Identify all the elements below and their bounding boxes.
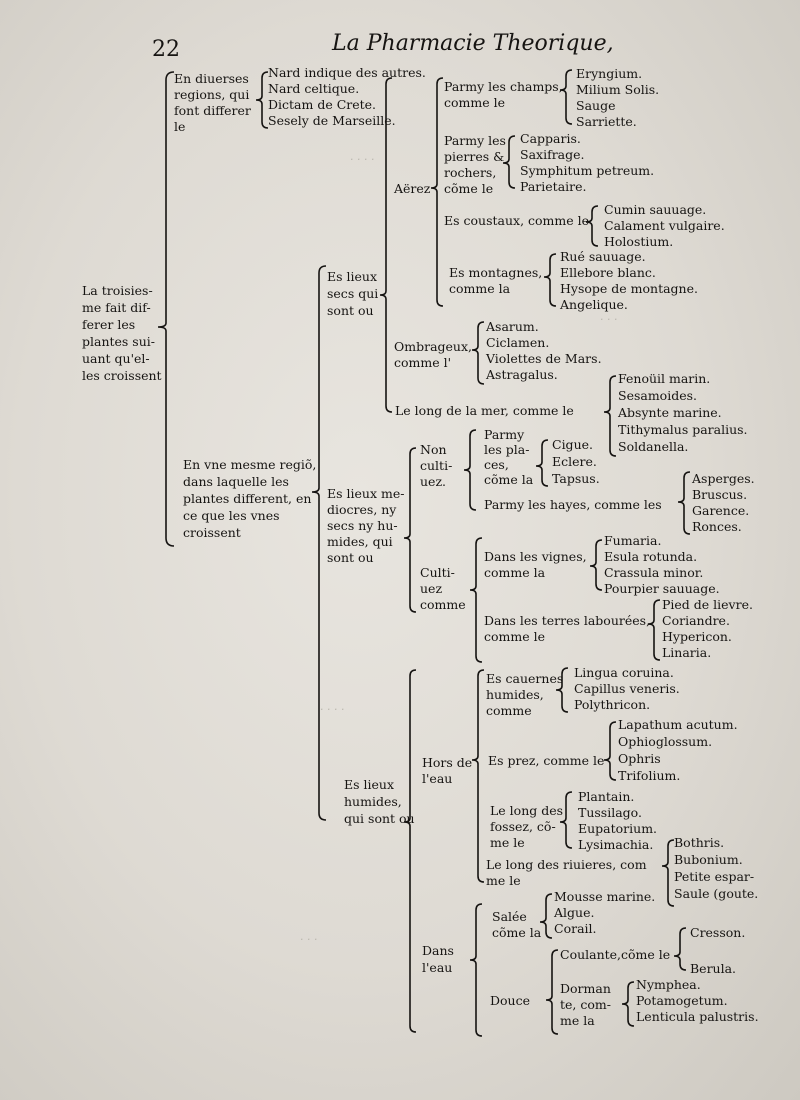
rivers-label-line: me le — [486, 873, 521, 888]
hedges-plant: Bruscus. — [692, 487, 748, 502]
airy-bracket — [431, 78, 443, 306]
shady-plant: Astragalus. — [486, 367, 558, 382]
page-number: 22 — [152, 37, 180, 62]
root-label-line: uant qu'el- — [82, 351, 150, 366]
diverse-region-item: Dictam de Crete. — [268, 97, 377, 112]
cultivated-bracket — [470, 538, 482, 662]
in-water-bracket — [470, 904, 482, 1036]
wet-places-label-line: Es lieux — [344, 777, 395, 792]
moderate-places-label-line: mides, qui — [327, 534, 393, 549]
stones-label-line: Parmy les — [444, 133, 506, 148]
out-of-water-label-line: Hors de — [422, 755, 473, 770]
stones-plant: Saxifrage. — [520, 147, 585, 162]
same-region-label-line: En vne mesme regiõ, — [183, 457, 317, 472]
stones-plant: Parietaire. — [520, 179, 587, 194]
root-label-line: les croissent — [82, 368, 162, 383]
same-region-bracket — [312, 266, 326, 820]
hillsides-plant: Calament vulgaire. — [604, 218, 725, 233]
in-water-label-line: Dans — [422, 943, 454, 958]
mountains-label-line: Es montagnes, — [449, 265, 543, 280]
ploughed-fields-plant: Linaria. — [662, 645, 712, 660]
caverns-plant: Polythricon. — [574, 697, 651, 712]
ditches-plant: Lysimachia. — [578, 837, 654, 852]
ploughed-fields-bracket — [648, 600, 660, 660]
hedges-bracket — [678, 472, 690, 534]
still-water-bracket — [622, 982, 634, 1026]
shady-plant: Asarum. — [486, 319, 539, 334]
fresh-water-label: Douce — [490, 993, 530, 1008]
wet-places-label-line: humides, — [344, 794, 402, 809]
ditches-label-line: me le — [490, 835, 525, 850]
dry-places-label-line: Es lieux — [327, 269, 378, 284]
hedges-label: Parmy les hayes, comme les — [484, 497, 662, 512]
same-region-label-line: croissent — [183, 525, 241, 540]
ploughed-fields-label-line: Dans les terres labourées, — [484, 613, 651, 628]
root-label-line: plantes sui- — [82, 334, 155, 349]
plazas-plant: Eclere. — [552, 454, 597, 469]
uncultivated-label-line: uez. — [420, 474, 447, 489]
diverse-region-item: Nard indique des autres. — [268, 65, 426, 80]
meadows-plant: Ophris — [618, 751, 661, 766]
rivers-bracket — [662, 840, 674, 906]
shady-label-line: Ombrageux, — [394, 339, 473, 354]
salt-water-plant: Mousse marine. — [554, 889, 656, 904]
ditches-plant: Plantain. — [578, 789, 635, 804]
plazas-bracket — [536, 440, 548, 486]
salt-water-plant: Algue. — [554, 905, 595, 920]
wet-places-label-line: qui sont ou — [344, 811, 415, 826]
plazas-plant: Tapsus. — [552, 471, 600, 486]
rivers-plant: Petite espar- — [674, 869, 755, 884]
mountains-plant: Rué sauuage. — [560, 249, 646, 264]
caverns-label-line: humides, — [486, 687, 544, 702]
fields-plant: Sauge — [576, 98, 616, 113]
stones-plant: Capparis. — [520, 131, 581, 146]
plazas-label-line: les pla- — [484, 442, 530, 457]
moderate-places-label-line: sont ou — [327, 550, 374, 565]
shady-bracket — [472, 322, 484, 384]
still-water-plant: Nymphea. — [636, 977, 701, 992]
running-title: La Pharmacie Theorique, — [332, 31, 614, 56]
mountains-plant: Hysope de montagne. — [560, 281, 698, 296]
ditches-label-line: fossez, cõ- — [490, 819, 556, 834]
root-label-line: me fait dif- — [82, 300, 151, 315]
hillsides-plant: Cumin sauuage. — [604, 202, 707, 217]
dry-places-label-line: sont ou — [327, 303, 374, 318]
vineyards-plant: Esula rotunda. — [604, 549, 698, 564]
diverse-region-item: Sesely de Marseille. — [268, 113, 396, 128]
vineyards-plant: Pourpier sauuage. — [604, 581, 720, 596]
out-of-water-bracket — [472, 670, 484, 882]
caverns-plant: Lingua coruina. — [574, 665, 674, 680]
plazas-label-line: Parmy — [484, 427, 525, 442]
ploughed-fields-label-line: comme le — [484, 629, 545, 644]
meadows-plant: Lapathum acutum. — [618, 717, 738, 732]
stones-plant: Symphitum petreum. — [520, 163, 655, 178]
hillsides-label: Es coustaux, comme le — [444, 213, 590, 228]
airy-label: Aërez — [394, 181, 431, 196]
cultivated-label-line: uez — [420, 581, 443, 596]
salt-water-label-line: Salée — [492, 909, 527, 924]
plazas-label-line: cõme la — [484, 472, 534, 487]
rivers-plant: Saule (goute. — [674, 886, 759, 901]
uncultivated-label-line: Non — [420, 442, 447, 457]
running-water-plant: Cresson. — [690, 925, 746, 940]
dry-places-bracket — [380, 78, 392, 412]
running-water-label: Coulante,cõme le — [560, 947, 671, 962]
meadows-bracket — [604, 722, 616, 780]
meadows-plant: Trifolium. — [618, 768, 681, 783]
shady-plant: Violettes de Mars. — [486, 351, 602, 366]
mountains-plant: Angelique. — [560, 297, 628, 312]
ditches-label-line: Le long des — [490, 803, 564, 818]
still-water-label-line: te, com- — [560, 997, 611, 1012]
vineyards-plant: Crassula minor. — [604, 565, 704, 580]
seashore-plant: Fenoüil marin. — [618, 371, 711, 386]
seashore-plant: Tithymalus paralius. — [618, 422, 748, 437]
running-water-bracket — [674, 928, 686, 970]
seashore-bracket — [604, 376, 616, 456]
cultivated-label-line: Culti- — [420, 565, 455, 580]
mountains-bracket — [544, 254, 556, 306]
diverse-regions-bracket — [256, 72, 268, 128]
root-label-line: ferer les — [82, 317, 136, 332]
diverse-region-item: Nard celtique. — [268, 81, 360, 96]
vineyards-label-line: comme la — [484, 565, 546, 580]
shady-label-line: comme l' — [394, 355, 452, 370]
running-water-plant: Berula. — [690, 961, 737, 976]
diverse-regions-label-line: le — [174, 119, 186, 134]
still-water-label-line: me la — [560, 1013, 595, 1028]
caverns-label-line: comme — [486, 703, 532, 718]
still-water-plant: Lenticula palustris. — [636, 1009, 759, 1024]
moderate-places-label-line: secs ny hu- — [327, 518, 398, 533]
wet-places-bracket — [404, 670, 416, 1032]
fields-plant: Eryngium. — [576, 66, 643, 81]
still-water-label-line: Dorman — [560, 981, 611, 996]
salt-water-bracket — [540, 894, 552, 938]
hillsides-plant: Holostium. — [604, 234, 674, 249]
seashore-plant: Absynte marine. — [618, 405, 722, 420]
ploughed-fields-plant: Hypericon. — [662, 629, 732, 644]
uncultivated-label-line: culti- — [420, 458, 453, 473]
stones-label-line: rochers, — [444, 165, 497, 180]
diverse-regions-label-line: font differer — [174, 103, 251, 118]
vineyards-plant: Fumaria. — [604, 533, 662, 548]
rivers-plant: Bubonium. — [674, 852, 743, 867]
cultivated-label-line: comme — [420, 597, 466, 612]
still-water-plant: Potamogetum. — [636, 993, 728, 1008]
salt-water-plant: Corail. — [554, 921, 597, 936]
hedges-plant: Garence. — [692, 503, 750, 518]
root-bracket — [158, 72, 174, 546]
dry-places-label-line: secs qui — [327, 286, 379, 301]
caverns-plant: Capillus veneris. — [574, 681, 680, 696]
plazas-plant: Cigue. — [552, 437, 593, 452]
vineyards-label-line: Dans les vignes, — [484, 549, 587, 564]
in-water-label-line: l'eau — [422, 960, 453, 975]
fields-label-line: comme le — [444, 95, 505, 110]
stones-label-line: cõme le — [444, 181, 494, 196]
moderate-places-label-line: diocres, ny — [327, 502, 397, 517]
same-region-label-line: ce que les vnes — [183, 508, 280, 523]
ditches-plant: Tussilago. — [578, 805, 642, 820]
seashore-label: Le long de la mer, comme le — [395, 403, 574, 418]
same-region-label-line: plantes different, en — [183, 491, 312, 506]
vineyards-bracket — [590, 540, 602, 590]
fields-label-line: Parmy les champs, — [444, 79, 563, 94]
ditches-bracket — [560, 792, 572, 848]
ditches-plant: Eupatorium. — [578, 821, 658, 836]
meadows-label: Es prez, comme le — [488, 753, 605, 768]
mountains-label-line: comme la — [449, 281, 511, 296]
moderate-places-label-line: Es lieux me- — [327, 486, 405, 501]
meadows-plant: Ophioglossum. — [618, 734, 713, 749]
caverns-label-line: Es cauernes — [486, 671, 564, 686]
rivers-label-line: Le long des riuieres, com — [486, 857, 647, 872]
book-page: 22 La Pharmacie Theorique, . . . . . . . . . . . . . . La troisies- me fait dif- ferer les plantes sui- uant qu'el- les croissent En diuerses regions, qui font differer le Nard indique des autres. Nard celtique. Dictam de Crete. Sesely de Marseille. En vne mesme regiõ, dans laquelle les plantes different, en ce que les vnes croissent Es lieux secs qui sont ou Aërez Parmy les champs, comme le Eryngium. Milium Solis. Sauge Sarriette. Parmy les pierres & rochers, cõme le Capparis. Saxifrage. Symphitum petreum. Parietaire. Es coustaux, comme le Cumin sauuage. Calament vulgaire. Holostium. Es montagnes, comme la Rué sauuage. Ellebore blanc. Hysope de montagne. Angelique. Ombrageux, comme l' Asarum. Ciclamen. Violettes de Mars. Astragalus. Le long de la mer, comme le Fenoüil marin. Sesamoides. Absynte marine. Tithymalus paralius. Soldanella. Es lieux me- diocres, ny secs ny hu- mides, qui sont ou Non culti- uez. Parmy les pla- ces, cõme la Cigue. Eclere. Tapsus. Parmy les hayes, comme les Asperges. Bruscus. Garence. Ronces. Culti- uez comme Dans les vignes, comme la Fumaria. Esula rotunda. Crassula minor. Pourpier sauuage. Dans les terres labourées, comme le Pied de lievre. Coriandre. Hypericon. Linaria. Es lieux humides, qui sont ou Hors de l'eau Es cauernes humides, comme Lingua coruina. Capillus veneris. Polythricon. Es prez, comme le Lapathum acutum. Ophioglossum. Ophris Trifolium. Le long des fossez, cõ- me le Plantain. Tussilago. Eupatorium. Lysimachia. Le long des riuieres, com me le Bothris. Bubonium. Petite espar- Saule (goute. Dans l'eau Salée cõme la Mousse marine. Algue. Corail. Douce Coulante,cõme le Cresson. Berula. Dorman te, com- me la Nymphea. Potamogetum. Lenticula palustris. — [0, 0, 800, 1100]
uncultivated-bracket — [464, 430, 476, 510]
ploughed-fields-plant: Coriandre. — [662, 613, 730, 628]
ploughed-fields-plant: Pied de lievre. — [662, 597, 753, 612]
stones-label-line: pierres & — [444, 149, 505, 164]
diverse-regions-label-line: En diuerses — [174, 71, 249, 86]
rivers-plant: Bothris. — [674, 835, 725, 850]
seashore-plant: Soldanella. — [618, 439, 689, 454]
fresh-water-bracket — [546, 950, 558, 1034]
out-of-water-label-line: l'eau — [422, 771, 453, 786]
seashore-plant: Sesamoides. — [618, 388, 697, 403]
diverse-regions-label-line: regions, qui — [174, 87, 250, 102]
hedges-plant: Asperges. — [692, 471, 755, 486]
same-region-label-line: dans laquelle les — [183, 474, 289, 489]
root-label-line: La troisies- — [82, 283, 153, 298]
salt-water-label-line: cõme la — [492, 925, 542, 940]
hedges-plant: Ronces. — [692, 519, 742, 534]
plazas-label-line: ces, — [484, 457, 509, 472]
fields-plant: Sarriette. — [576, 114, 637, 129]
moderate-places-bracket — [404, 448, 416, 612]
shady-plant: Ciclamen. — [486, 335, 550, 350]
mountains-plant: Ellebore blanc. — [560, 265, 656, 280]
fields-plant: Milium Solis. — [576, 82, 660, 97]
